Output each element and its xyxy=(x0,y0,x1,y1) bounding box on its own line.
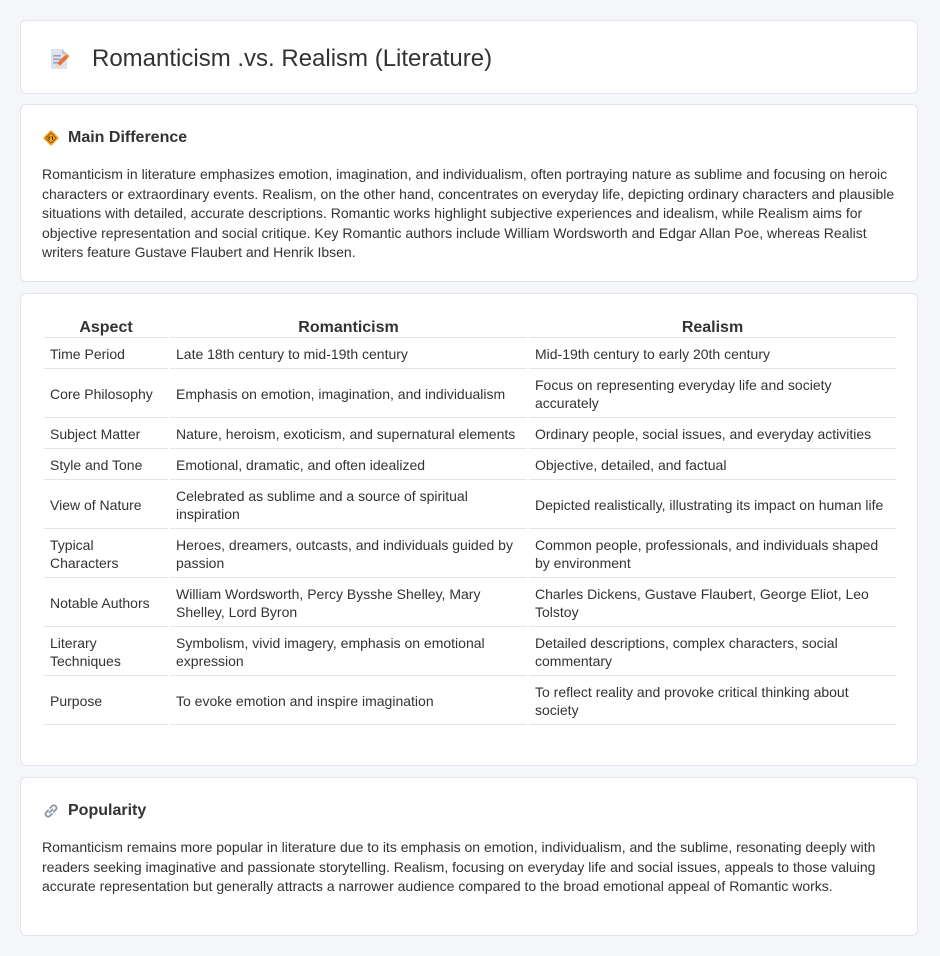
main-difference-heading xyxy=(42,128,187,148)
cell-romanticism: Heroes, dreamers, outcasts, and individuals guided by passion xyxy=(170,531,527,578)
table-row xyxy=(44,420,896,449)
cell-romanticism: To evoke emotion and inspire imagination xyxy=(170,678,527,725)
popularity-heading-label: Popularity xyxy=(68,802,147,819)
diamond-road-sign-icon xyxy=(42,129,60,147)
table-row xyxy=(44,678,896,725)
main-difference-card xyxy=(20,104,918,282)
cell-realism: Detailed descriptions, complex characters, social commentary xyxy=(529,629,896,676)
cell-romanticism: William Wordsworth, Percy Bysshe Shelley, Mary Shelley, Lord Byron xyxy=(170,580,527,627)
cell-romanticism: Nature, heroism, exoticism, and supernatural elements xyxy=(170,420,527,449)
table-row xyxy=(44,580,896,627)
cell-realism: Mid-19th century to early 20th century xyxy=(529,340,896,369)
table-row xyxy=(44,482,896,529)
table-row xyxy=(44,531,896,578)
header-romanticism: Romanticism xyxy=(170,319,527,338)
cell-realism: To reflect reality and provoke critical thinking about society xyxy=(529,678,896,725)
cell-realism: Ordinary people, social issues, and everyday activities xyxy=(529,420,896,449)
table-row xyxy=(44,340,896,369)
main-difference-text: Romanticism in literature emphasizes emotion, imagination, and individualism, often portraying nature as sublime and focusing on heroic characters or extraordinary events. Realism, on the other hand, concentrates on everyday life, depicting ordinary characters and plausible situations with detailed, accurate descriptions. Romantic works highlight subjective experiences and idealism, while Realism aims for objective representation and social critique. Key Romantic authors include William Wordsworth and Edgar Allan Poe, whereas Realist writers feature Gustave Flaubert and Henrik Ibsen. xyxy=(42,166,895,261)
page-title: Romanticism .vs. Realism (Literature) xyxy=(92,45,493,72)
cell-aspect: Core Philosophy xyxy=(44,371,168,418)
cell-romanticism: Symbolism, vivid imagery, emphasis on emotional expression xyxy=(170,629,527,676)
comparison-table xyxy=(42,317,898,727)
cell-aspect: Notable Authors xyxy=(44,580,168,627)
cell-aspect: Style and Tone xyxy=(44,451,168,480)
document-pencil-icon xyxy=(47,47,71,71)
cell-realism: Depicted realistically, illustrating its impact on human life xyxy=(529,482,896,529)
table-row xyxy=(44,451,896,480)
comparison-table-card xyxy=(20,293,918,766)
header-realism: Realism xyxy=(529,319,896,338)
cell-romanticism: Celebrated as sublime and a source of spiritual inspiration xyxy=(170,482,527,529)
cell-aspect: Typical Characters xyxy=(44,531,168,578)
cell-aspect: Literary Techniques xyxy=(44,629,168,676)
popularity-text: Romanticism remains more popular in literature due to its emphasis on emotion, individualism, and the sublime, resonating deeply with readers seeking imaginative and passionate storytelling. Realism, focusing on everyday life and social issues, appeals to those valuing accurate representation but generally attracts a narrower audience compared to the broad emotional appeal of Romantic works. xyxy=(42,839,876,895)
table-header-row xyxy=(44,319,896,338)
main-difference-heading-label: Main Difference xyxy=(68,129,188,146)
cell-aspect: Subject Matter xyxy=(44,420,168,449)
cell-realism: Common people, professionals, and individuals shaped by environment xyxy=(529,531,896,578)
popularity-card xyxy=(20,777,918,936)
cell-aspect: Time Period xyxy=(44,340,168,369)
header-aspect: Aspect xyxy=(44,319,168,338)
cell-aspect: Purpose xyxy=(44,678,168,725)
cell-realism: Focus on representing everyday life and society accurately xyxy=(529,371,896,418)
cell-realism: Objective, detailed, and factual xyxy=(529,451,896,480)
cell-romanticism: Emotional, dramatic, and often idealized xyxy=(170,451,527,480)
table-row xyxy=(44,629,896,676)
cell-romanticism: Emphasis on emotion, imagination, and individualism xyxy=(170,371,527,418)
table-row xyxy=(44,371,896,418)
cell-realism: Charles Dickens, Gustave Flaubert, George Eliot, Leo Tolstoy xyxy=(529,580,896,627)
cell-romanticism: Late 18th century to mid-19th century xyxy=(170,340,527,369)
header-card xyxy=(20,20,918,94)
popularity-heading xyxy=(42,801,146,821)
cell-aspect: View of Nature xyxy=(44,482,168,529)
link-icon xyxy=(42,802,60,820)
